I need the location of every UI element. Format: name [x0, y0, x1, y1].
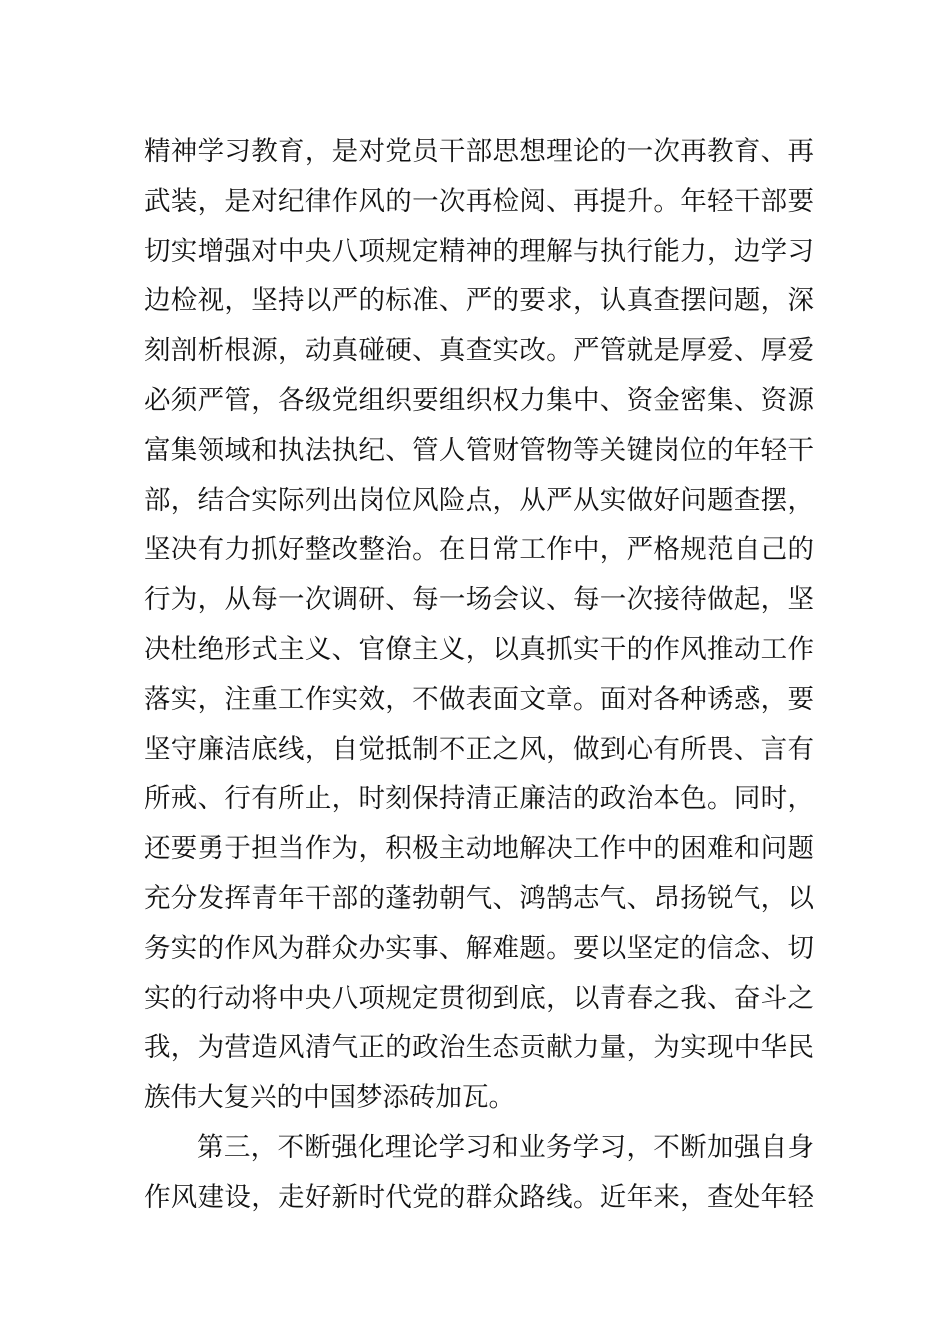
text-line: 精神学习教育，是对党员干部思想理论的一次再教育、再	[144, 136, 814, 167]
text-line: 必须严管，各级党组织要组织权力集中、资金密集、资源	[144, 384, 814, 416]
text-line: 部，结合实际列出岗位风险点，从严从实做好问题查摆，	[144, 484, 814, 516]
text-line: 边检视，坚持以严的标准、严的要求，认真查摆问题，深	[144, 285, 814, 317]
text-line: 作风建设，走好新时代党的群众路线。近年来，查处年轻	[144, 1181, 814, 1213]
text-line: 实的行动将中央八项规定贯彻到底，以青春之我、奋斗之	[144, 982, 814, 1014]
text-line: 所戒、行有所止，时刻保持清正廉洁的政治本色。同时，	[144, 783, 814, 815]
text-line: 坚守廉洁底线，自觉抵制不正之风，做到心有所畏、言有	[144, 733, 814, 765]
text-line: 行为，从每一次调研、每一场会议、每一次接待做起，坚	[144, 584, 814, 616]
text-line: 武装，是对纪律作风的一次再检阅、再提升。年轻干部要	[144, 185, 814, 217]
text-line: 我，为营造风清气正的政治生态贡献力量，为实现中华民	[144, 1032, 814, 1064]
text-line: 落实，注重工作实效，不做表面文章。面对各种诱惑，要	[144, 683, 814, 715]
text-line: 坚决有力抓好整改整治。在日常工作中，严格规范自己的	[144, 534, 814, 566]
text-line: 决杜绝形式主义、官僚主义，以真抓实干的作风推动工作	[144, 633, 814, 665]
text-line: 充分发挥青年干部的蓬勃朝气、鸿鹄志气、昂扬锐气，以	[144, 882, 814, 914]
document-body	[144, 127, 814, 1223]
text-line: 切实增强对中央八项规定精神的理解与执行能力，边学习	[144, 235, 814, 267]
text-line: 族伟大复兴的中国梦添砖加瓦。	[144, 1082, 515, 1114]
text-line: 务实的作风为群众办实事、解难题。要以坚定的信念、切	[144, 932, 814, 964]
paragraph-2	[144, 1123, 814, 1223]
text-line: 还要勇于担当作为，积极主动地解决工作中的困难和问题	[144, 833, 814, 865]
text-line: 第三，不断强化理论学习和业务学习，不断加强自身	[197, 1131, 814, 1163]
paragraph-1	[144, 127, 814, 1123]
text-line: 富集领域和执法执纪、管人管财管物等关键岗位的年轻干	[144, 434, 814, 466]
text-line: 刻剖析根源，动真碰硬、真查实改。严管就是厚爱、厚爱	[144, 335, 814, 367]
